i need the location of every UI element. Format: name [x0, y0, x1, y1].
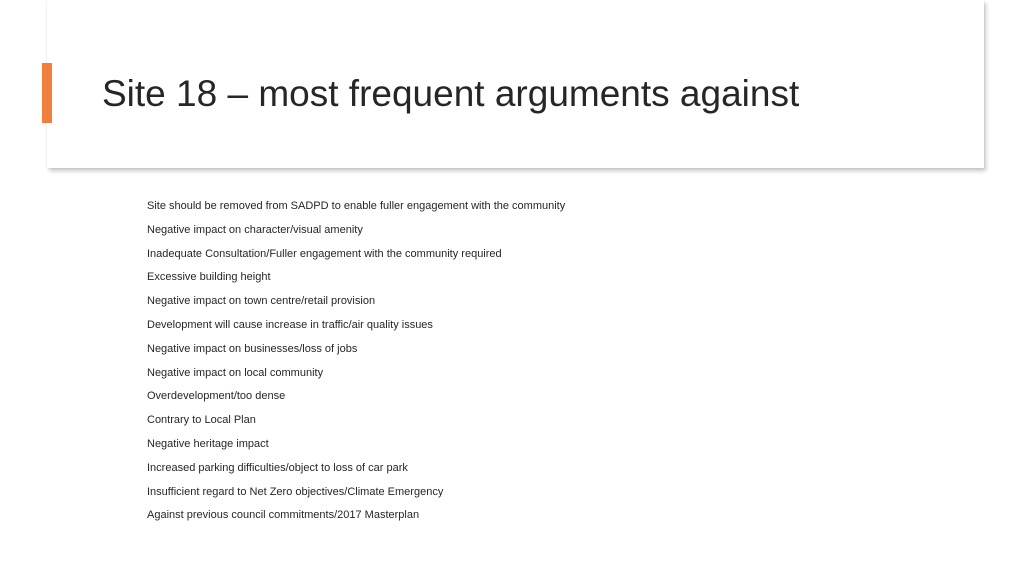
title-accent-bar: [42, 63, 52, 123]
argument-item: Against previous council commitments/2017 Masterplan: [147, 509, 420, 522]
argument-item: Inadequate Consultation/Fuller engagement with the community required: [147, 247, 502, 260]
argument-item: Contrary to Local Plan: [147, 414, 256, 427]
argument-item: Increased parking difficulties/object to loss of car park: [147, 461, 408, 474]
argument-item: Insufficient regard to Net Zero objectives/Climate Emergency: [147, 485, 444, 498]
argument-item: Negative heritage impact: [147, 437, 269, 450]
argument-item: Overdevelopment/too dense: [147, 390, 286, 403]
argument-item: Negative impact on businesses/loss of jobs: [147, 342, 358, 355]
argument-item: Negative impact on local community: [147, 366, 324, 379]
slide-title: Site 18 – most frequent arguments against: [102, 73, 800, 114]
arguments-list: [147, 196, 565, 529]
argument-item: Excessive building height: [147, 271, 271, 284]
argument-item: Negative impact on character/visual amenity: [147, 223, 363, 236]
argument-item: Negative impact on town centre/retail provision: [147, 295, 376, 308]
argument-item: Site should be removed from SADPD to enable fuller engagement with the community: [147, 200, 566, 212]
argument-item: Development will cause increase in traffic/air quality issues: [147, 318, 433, 331]
